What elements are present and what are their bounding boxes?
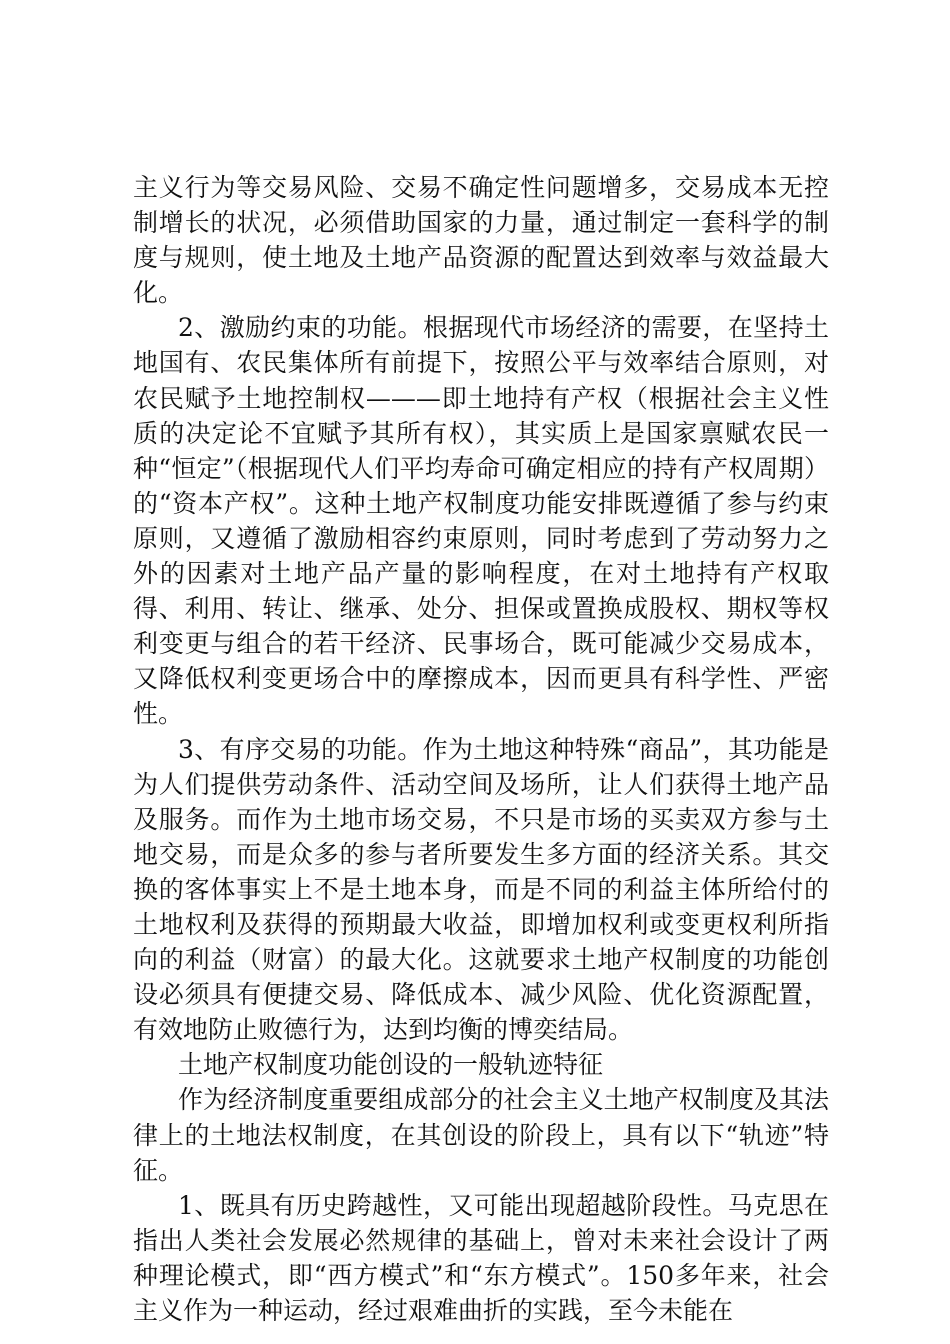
paragraph-orderly-trade-function: 3、有序交易的功能。作为土地这种特殊“商品”，其功能是为人们提供劳动条件、活动空间及场所，让人们获得土地产品及服务。而作为土地市场交易，不只是市场的买卖双方参与土地交易，而是众多的参与者所要发生多方面的经济关系。其交换的客体事实上不是土地本身，而是不同的利益主体所给付的土地权利及获得的预期最大收益，即增加权利或变更权利所指向的利益（财富）的最大化。这就要求土地产权制度的功能创设必须具有便捷交易、降低成本、减少风险、优化资源配置，有效地防止败德行为，达到均衡的博奕结局。 bbox=[133, 734, 829, 1045]
body-text bbox=[133, 170, 829, 1328]
paragraph-continuation: 主义行为等交易风险、交易不确定性问题增多，交易成本无控制增长的状况，必须借助国家的力量，通过制定一套科学的制度与规则，使土地及土地产品资源的配置达到效率与效益最大化。 bbox=[133, 173, 829, 308]
section-heading: 土地产权制度功能创设的一般轨迹特征 bbox=[178, 1050, 604, 1080]
paragraph-intro: 作为经济制度重要组成部分的社会主义土地产权制度及其法律上的土地法权制度，在其创设的阶段上，具有以下“轨迹”特征。 bbox=[133, 1085, 829, 1185]
paragraph-incentive-function: 2、激励约束的功能。根据现代市场经济的需要，在坚持土地国有、农民集体所有前提下，按照公平与效率结合原则，对农民赋予土地控制权———即土地持有产权（根据社会主义性质的决定论不宜赋予其所有权），其实质上是国家禀赋农民一种“恒定”（根据现代人们平均寿命可确定相应的持有产权周期）的“资本产权”。这种土地产权制度功能安排既遵循了参与约束原则，又遵循了激励相容约束原则，同时考虑到了劳动努力之外的因素对土地产品产量的影响程度，在对土地持有产权取得、利用、转让、继承、处分、担保或置换成股权、期权等权利变更与组合的若干经济、民事场合，既可能减少交易成本，又降低权利变更场合中的摩擦成本，因而更具有科学性、严密性。 bbox=[133, 313, 829, 729]
paragraph-historical-leap: 1、既具有历史跨越性，又可能出现超越阶段性。马克思在指出人类社会发展必然规律的基础上，曾对未来社会设计了两种理论模式，即“西方模式”和“东方模式”。150多年来，社会主义作为一种运动，经过艰难曲折的实践，至今未能在 bbox=[133, 1190, 829, 1325]
